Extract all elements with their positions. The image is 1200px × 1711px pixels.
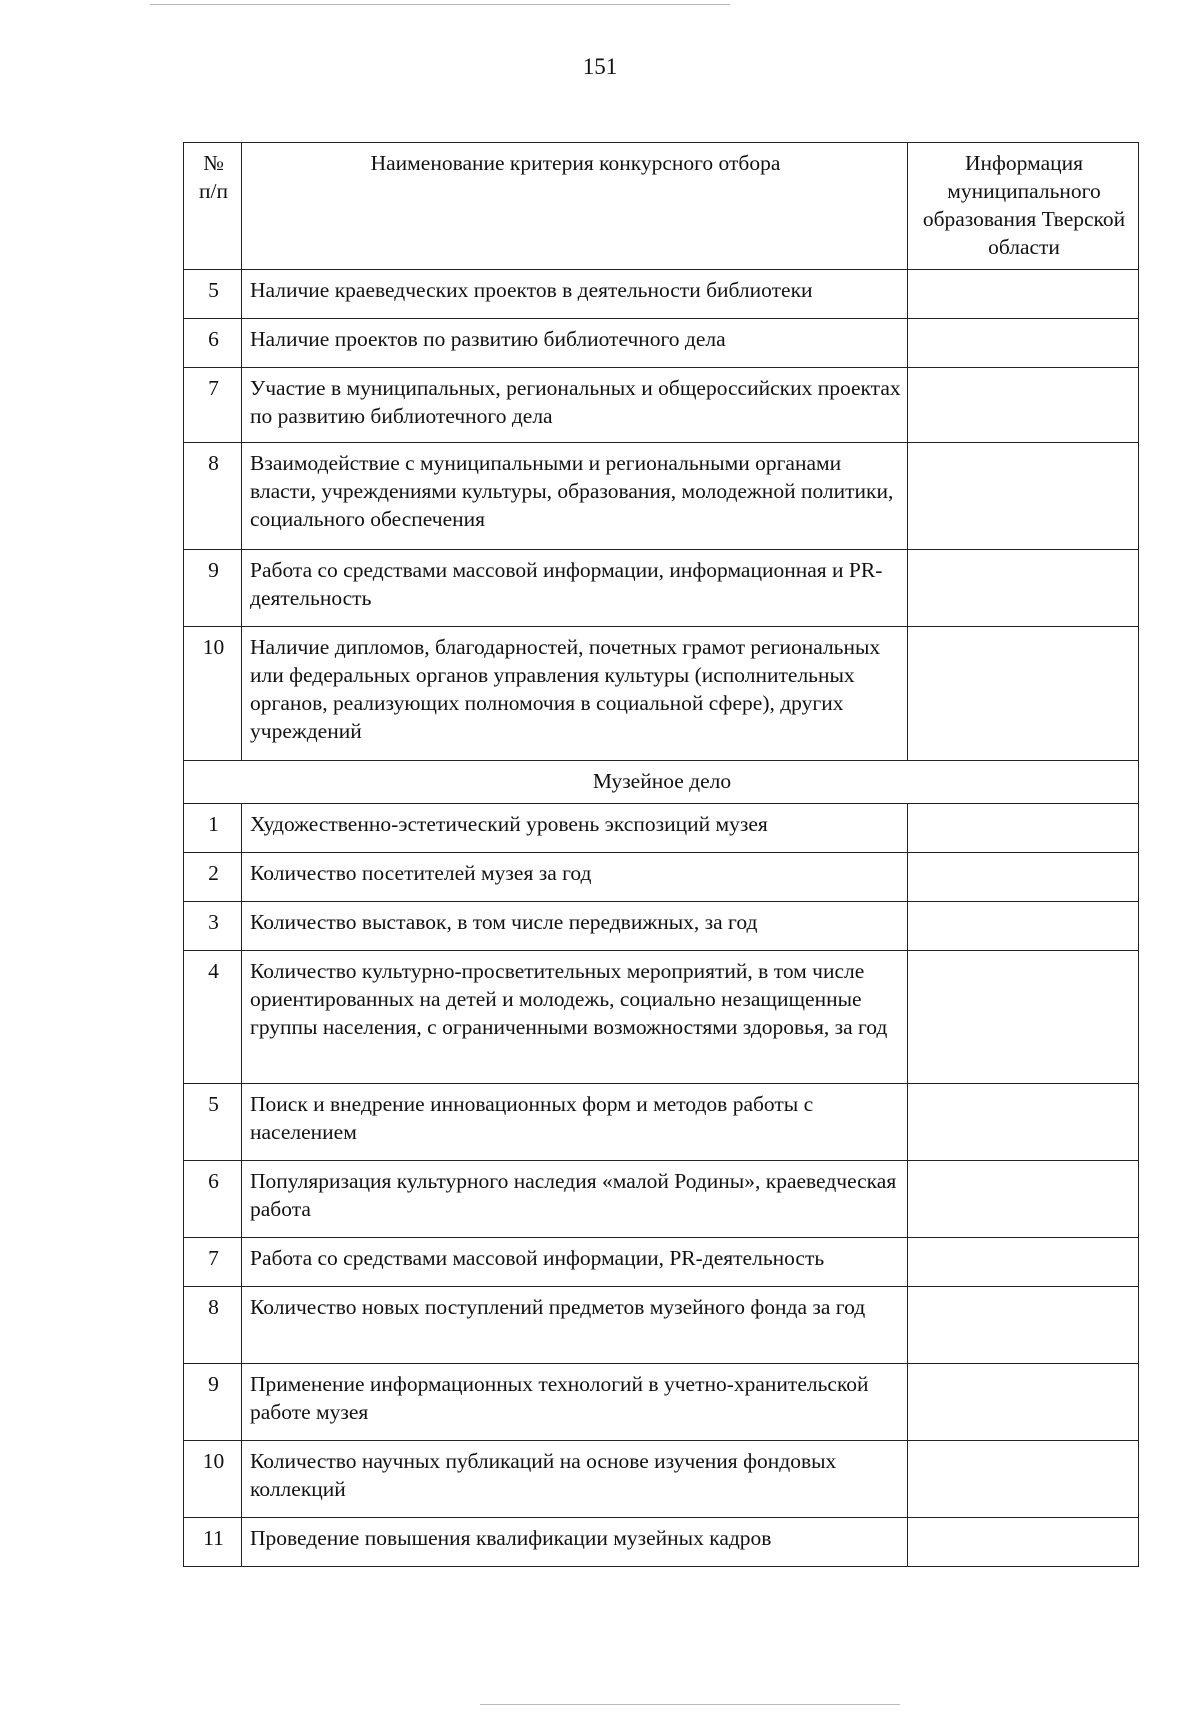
- header-num: [184, 143, 242, 270]
- info-cell: [908, 1364, 1139, 1441]
- criteria-table: [183, 142, 1139, 1567]
- header-num-label: № п/п: [199, 151, 228, 203]
- info-cell: [908, 1161, 1139, 1238]
- header-info-label: Информация муниципального образования Тверской области: [922, 151, 1126, 259]
- criterion-name: Наличие проектов по развитию библиотечного дела: [242, 319, 908, 368]
- header-name-label: Наименование критерия конкурсного отбора: [370, 151, 781, 175]
- table-row: [184, 368, 1139, 443]
- criterion-name: Популяризация культурного наследия «малой Родины», краеведческая работа: [242, 1161, 908, 1238]
- criterion-name: Наличие дипломов, благодарностей, почетных грамот региональных или федеральных органов управления культуры (исполнительных органов, реализующих полномочия в социальной сфере), других учреждений: [242, 627, 908, 761]
- row-number: 3: [184, 902, 242, 951]
- info-cell: [908, 1441, 1139, 1518]
- criterion-name: Количество выставок, в том числе передвижных, за год: [242, 902, 908, 951]
- info-cell: [908, 1238, 1139, 1287]
- table-row: [184, 319, 1139, 368]
- table-row: [184, 1518, 1139, 1567]
- info-cell: [908, 443, 1139, 550]
- info-cell: [908, 951, 1139, 1084]
- info-cell: [908, 319, 1139, 368]
- row-number: 1: [184, 804, 242, 853]
- table-row: [184, 1287, 1139, 1364]
- row-number: 7: [184, 368, 242, 443]
- table-row: [184, 1364, 1139, 1441]
- info-cell: [908, 853, 1139, 902]
- criterion-name: Количество научных публикаций на основе изучения фондовых коллекций: [242, 1441, 908, 1518]
- info-cell: [908, 270, 1139, 319]
- criterion-name: Количество новых поступлений предметов музейного фонда за год: [242, 1287, 908, 1364]
- table-row: [184, 1084, 1139, 1161]
- row-number: 2: [184, 853, 242, 902]
- row-number: 4: [184, 951, 242, 1084]
- section-title: Музейное дело: [184, 761, 1139, 804]
- row-number: 10: [184, 1441, 242, 1518]
- table-row: [184, 627, 1139, 761]
- page-number: 151: [582, 54, 618, 79]
- criterion-name: Применение информационных технологий в учетно-хранительской работе музея: [242, 1364, 908, 1441]
- row-number: 5: [184, 270, 242, 319]
- info-cell: [908, 1287, 1139, 1364]
- table-row: [184, 804, 1139, 853]
- info-cell: [908, 550, 1139, 627]
- info-cell: [908, 1518, 1139, 1567]
- info-cell: [908, 627, 1139, 761]
- criterion-name: Количество культурно-просветительных мероприятий, в том числе ориентированных на детей и молодежь, социально незащищенные группы населения, с ограниченными возможностями здоровья, за год: [242, 951, 908, 1084]
- row-number: 8: [184, 443, 242, 550]
- table-header-row: [184, 143, 1139, 270]
- row-number: 6: [184, 1161, 242, 1238]
- table-row: [184, 550, 1139, 627]
- criterion-name: Работа со средствами массовой информации, PR-деятельность: [242, 1238, 908, 1287]
- info-cell: [908, 804, 1139, 853]
- header-info: [908, 143, 1139, 270]
- table-row: [184, 270, 1139, 319]
- table-row: [184, 1161, 1139, 1238]
- header-name: [242, 143, 908, 270]
- info-cell: [908, 1084, 1139, 1161]
- criterion-name: Взаимодействие с муниципальными и региональными органами власти, учреждениями культуры, образования, молодежной политики, социального обеспечения: [242, 443, 908, 550]
- row-number: 8: [184, 1287, 242, 1364]
- section-row: [184, 761, 1139, 804]
- criterion-name: Количество посетителей музея за год: [242, 853, 908, 902]
- scan-edge-line: [150, 4, 730, 5]
- row-number: 6: [184, 319, 242, 368]
- table-row: [184, 951, 1139, 1084]
- criterion-name: Художественно-эстетический уровень экспозиций музея: [242, 804, 908, 853]
- criterion-name: Участие в муниципальных, региональных и общероссийских проектах по развитию библиотечного дела: [242, 368, 908, 443]
- table-row: [184, 1441, 1139, 1518]
- museum-rows: [184, 804, 1139, 1567]
- table-row: [184, 902, 1139, 951]
- library-rows: [184, 270, 1139, 761]
- row-number: 9: [184, 550, 242, 627]
- row-number: 10: [184, 627, 242, 761]
- row-number: 7: [184, 1238, 242, 1287]
- criterion-name: Поиск и внедрение инновационных форм и методов работы с населением: [242, 1084, 908, 1161]
- row-number: 11: [184, 1518, 242, 1567]
- info-cell: [908, 368, 1139, 443]
- row-number: 5: [184, 1084, 242, 1161]
- criterion-name: Проведение повышения квалификации музейных кадров: [242, 1518, 908, 1567]
- table-row: [184, 853, 1139, 902]
- row-number: 9: [184, 1364, 242, 1441]
- info-cell: [908, 902, 1139, 951]
- table-row: [184, 443, 1139, 550]
- scan-edge-line: [480, 1704, 900, 1705]
- criterion-name: Наличие краеведческих проектов в деятельности библиотеки: [242, 270, 908, 319]
- table-row: [184, 1238, 1139, 1287]
- criterion-name: Работа со средствами массовой информации, информационная и PR-деятельность: [242, 550, 908, 627]
